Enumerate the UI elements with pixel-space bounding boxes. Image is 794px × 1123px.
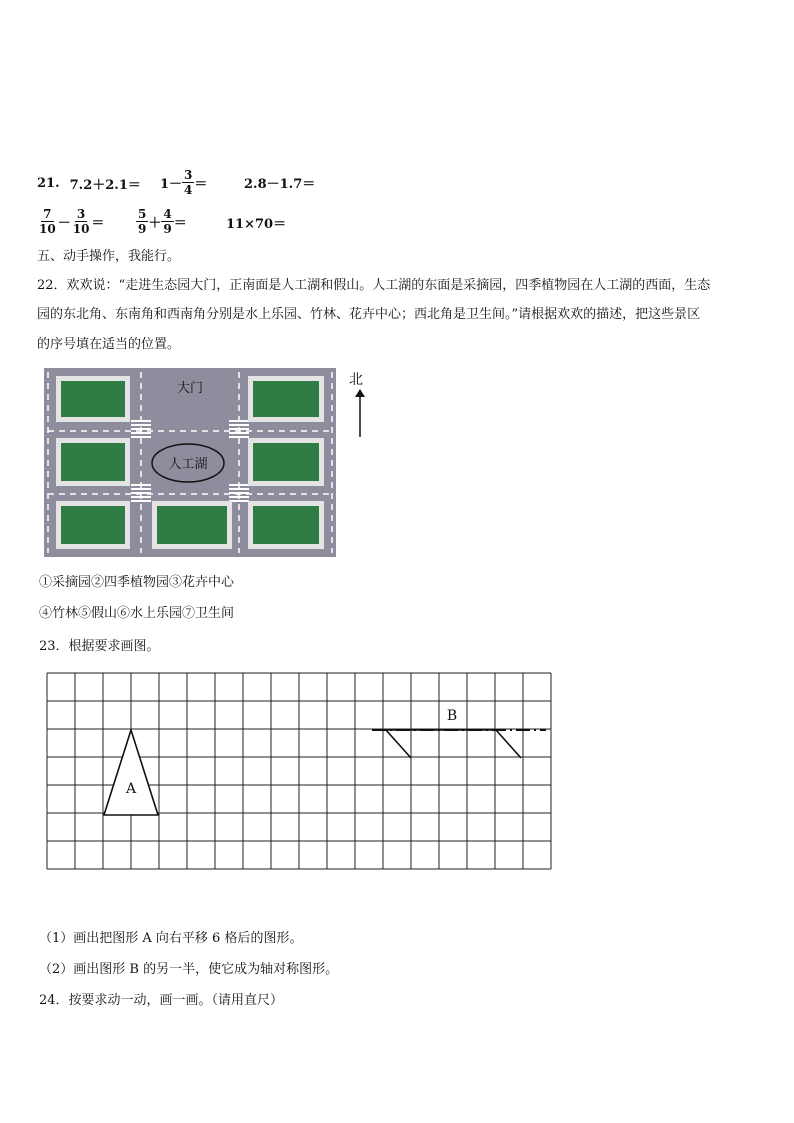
north-label: 北 (349, 372, 363, 388)
q22-legend-line-2: ④竹林⑤假山⑥水上乐园⑦卫生间 (39, 606, 235, 621)
shape-b (386, 730, 466, 758)
q21-e4-fraction-1 (37, 207, 58, 236)
fraction-denominator: 4 (184, 182, 193, 197)
q21-expression-1: 7.2＋2.1＝ (69, 177, 141, 193)
fraction-numerator: 4 (163, 206, 172, 221)
q21-expression-4 (37, 203, 104, 239)
q22-legend-line-1: ①采摘园②四季植物园③花卉中心 (39, 575, 235, 590)
fraction-denominator: 9 (163, 221, 172, 236)
shape-a (104, 730, 158, 815)
gate-label: 大门 (176, 381, 204, 396)
shape-b-label: B (446, 708, 458, 724)
q21-number: 21. (37, 175, 60, 191)
q21-e5-fraction-2 (161, 207, 173, 236)
q23-instruction-1: （1）画出把图形 A 向右平移 6 格后的图形。 (39, 931, 303, 946)
q21-e4-fraction-2 (71, 207, 92, 236)
shape-a-label: A (125, 781, 137, 797)
q21-e2-tail: ＝ (194, 176, 208, 192)
q24-title: 24．按要求动一动，画一画。（请用直尺） (39, 993, 284, 1008)
q23-instruction-2: （2）画出图形 B 的另一半，使它成为轴对称图形。 (39, 962, 339, 977)
fraction-denominator: 10 (72, 221, 90, 236)
fraction-numerator: 3 (184, 167, 193, 182)
shape-b-guide (496, 730, 521, 758)
fraction-numerator: 7 (43, 206, 52, 221)
q21-e2-fraction (182, 168, 194, 197)
eco-park-map (44, 368, 336, 557)
fraction-numerator: 5 (138, 206, 147, 221)
fraction-denominator: 10 (39, 221, 56, 236)
q21-line1 (37, 170, 141, 196)
north-arrow-icon (354, 388, 366, 438)
section-heading: 五、动手操作，我能行。 (37, 249, 181, 264)
q21-expression-2 (160, 164, 207, 200)
drawing-grid (46, 672, 552, 872)
q21-e4-operator: － (57, 215, 71, 231)
q21-e5-tail: ＝ (173, 215, 187, 231)
q21-e2-lead: 1－ (160, 176, 183, 192)
q22-text-line-1: 22．欢欢说：“走进生态园大门，正南面是人工湖和假山。人工湖的东面是采摘园，四季植物园在人工湖的西面，生态 (37, 278, 711, 293)
lake-label: 人工湖 (168, 457, 208, 472)
q22-text-line-3: 的序号填在适当的位置。 (37, 337, 181, 352)
q21-expression-5 (136, 203, 187, 239)
q21-expression-6: 11×70＝ (226, 217, 287, 232)
fraction-numerator: 3 (76, 206, 86, 221)
fraction-denominator: 9 (138, 221, 147, 236)
q21-e5-fraction-1 (136, 207, 148, 236)
q22-text-line-2: 园的东北角、东南角和西南角分别是水上乐园、竹林、花卉中心；西北角是卫生间。”请根据欢欢的描述，把这些景区 (37, 307, 701, 322)
q21-e5-operator: ＋ (148, 215, 162, 231)
q21-expression-3: 2.8－1.7＝ (244, 177, 316, 192)
q23-title: 23．根据要求画图。 (39, 639, 160, 654)
q21-e4-tail: ＝ (91, 215, 105, 231)
